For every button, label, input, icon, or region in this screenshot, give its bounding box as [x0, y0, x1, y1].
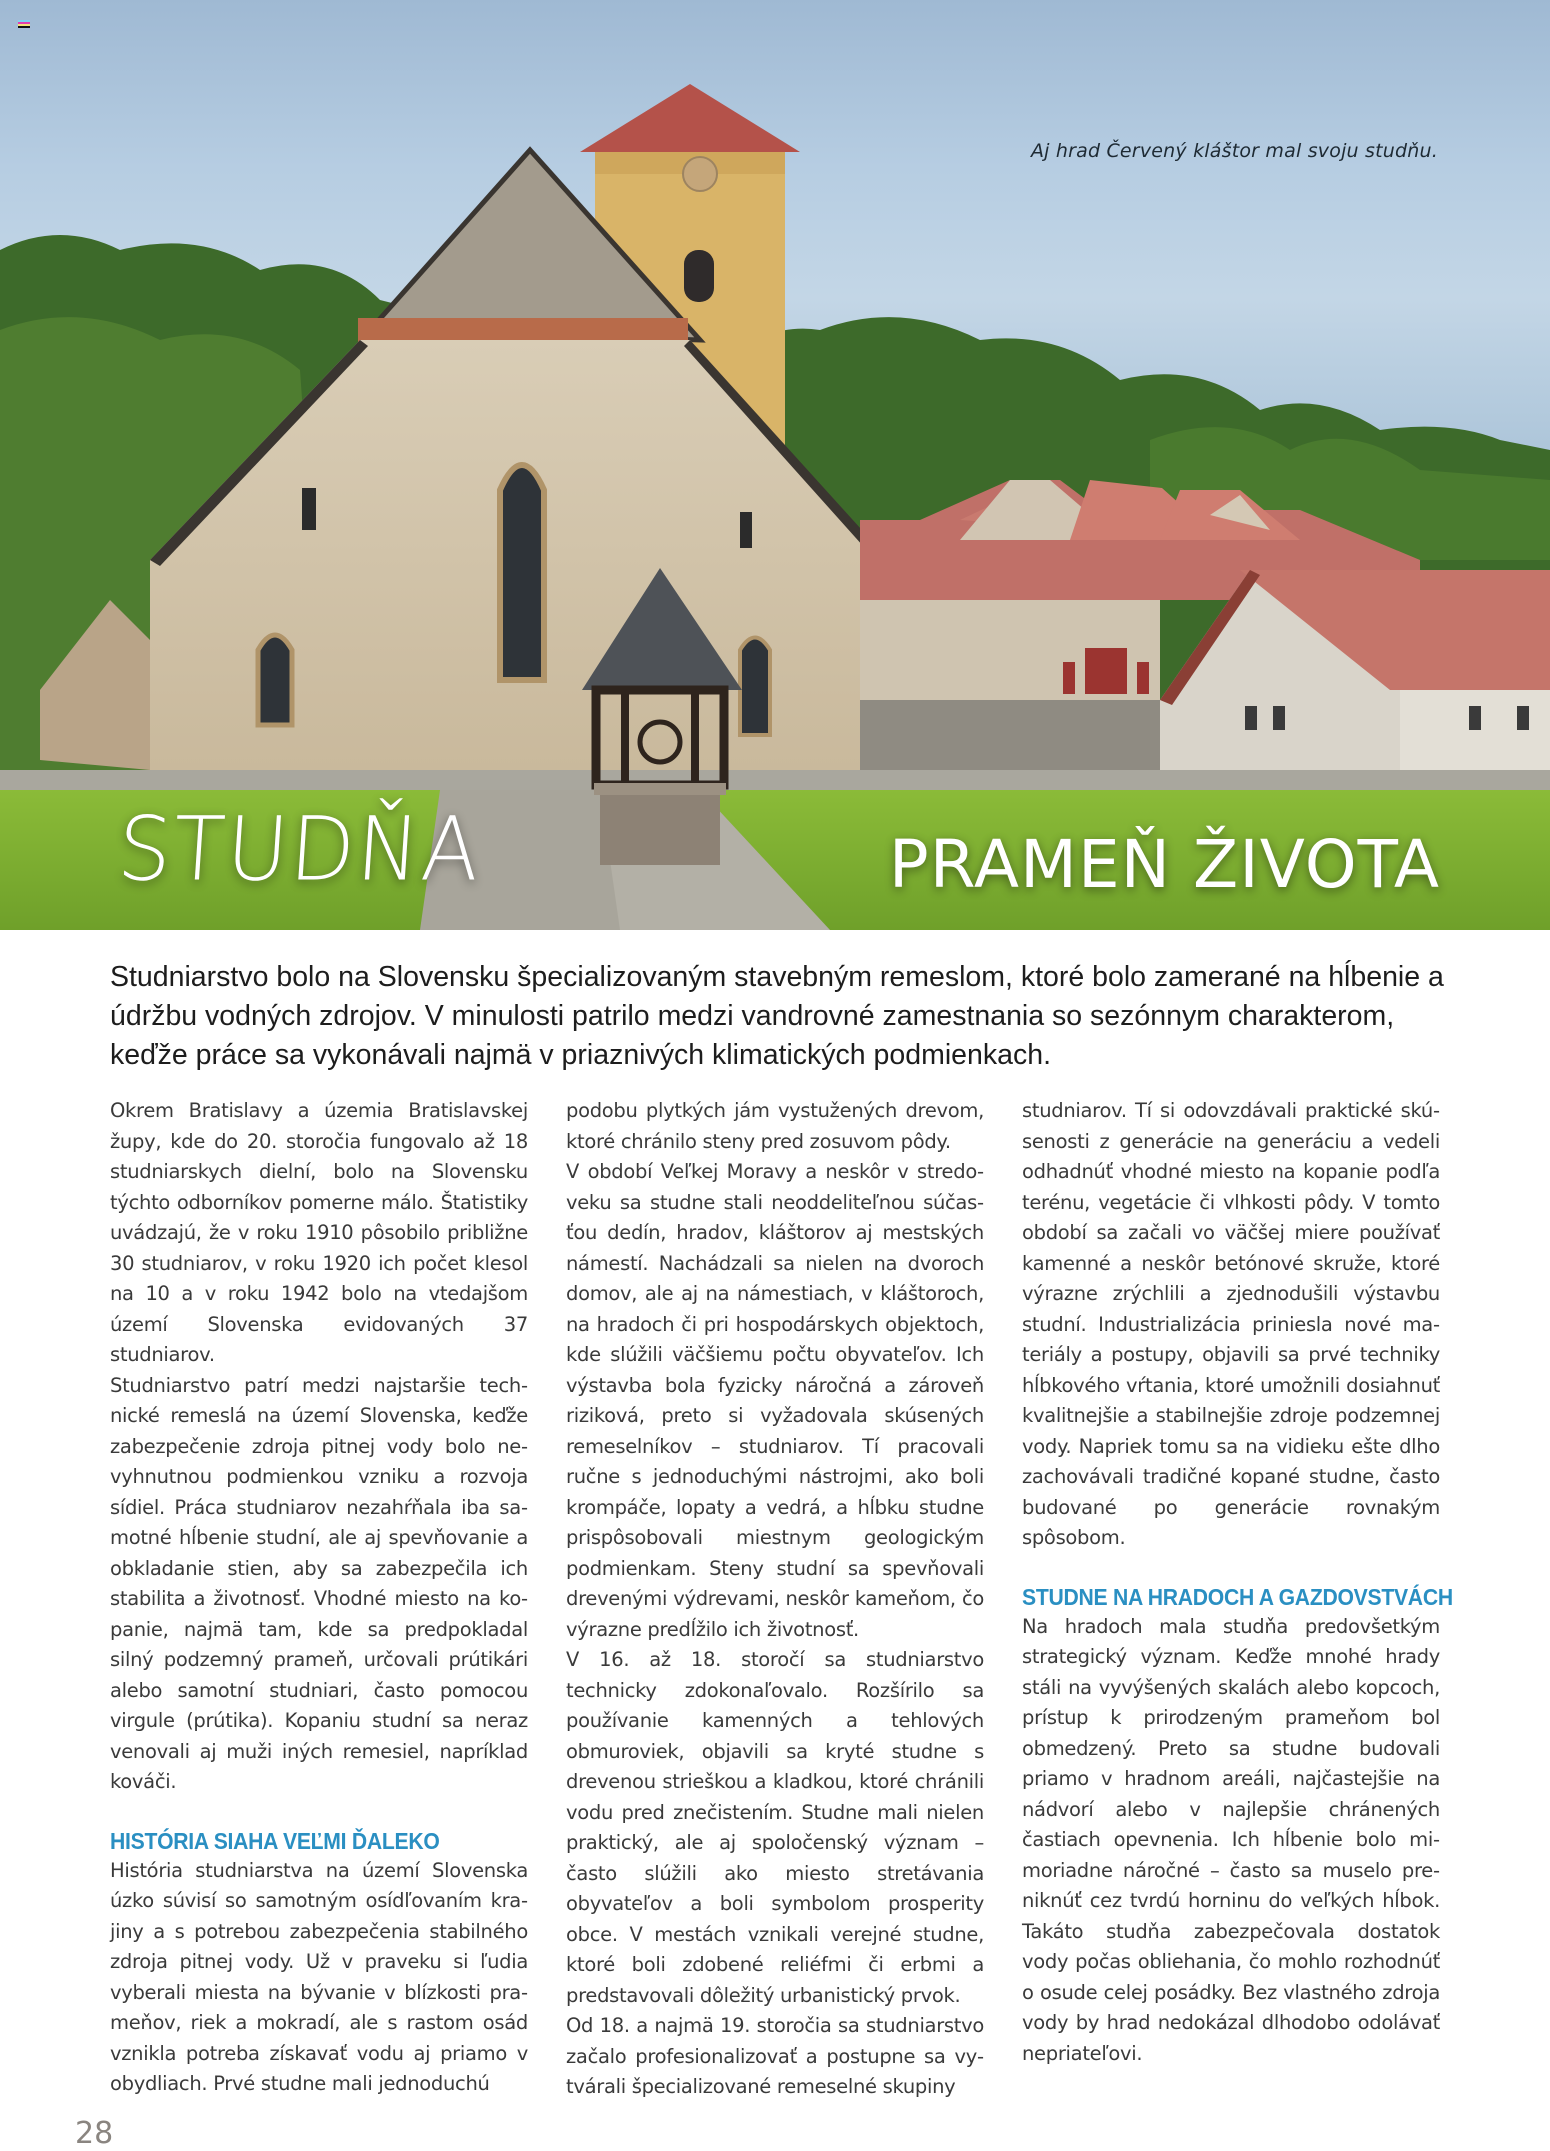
page-number: 28 — [75, 2116, 114, 2151]
paragraph: Okrem Bratislavy a územia Bratislavskej župy, kde do 20. storočia fungovalo až 18 studniarskych dielní, bolo na Slovensku týchto odborníkov pomerne málo. Štatistiky uvádzajú, že v roku 1910 pôsobilo približne 30 studniarov, v roku 1920 ich počet klesol na 10 a v roku 1942 bolo na vtedajšom území Slovenska evidovaných 37 studniarov. — [110, 1099, 528, 1366]
title-pramen-zivota: PRAMEŇ ŽIVOTA — [888, 826, 1440, 903]
paragraph: Studniarstvo patrí medzi najstaršie technické remeslá na území Slovenska, keďže zabezpečenie zdroja pitnej vody bolo nevyhnutnou podmienkou vzniku a rozvoja sídiel. Práca studniarov nezahŕňala iba samotné hĺbenie studní, ale aj spevňovanie a obkladanie stien, aby sa zabezpečila ich stabilita a životnosť. Vhodné miesto na kopanie, najmä tam, kde sa predpokladal silný podzemný prameň, určovali prútikári alebo samotní studniari, často pomocou virgule (prútika). Kopaniu studní sa neraz venovali aj muži iných remesiel, napríklad kováči. — [110, 1373, 528, 1793]
paragraph: Na hradoch mala studňa predovšetkým strategický význam. Keďže mnohé hrady stáli na vyvýšených skalách alebo kopcoch, prístup k prirodzeným prameňom bol obmedzený. Preto sa studne budovali priamo v hradnom areáli, najčastejšie na nádvorí alebo v najlepšie chránených častiach opevnenia. Ich hĺbenie bolo mimoriadne náročné – často sa muselo preniknúť cez tvrdú horninu do veľkých hĺbok. Takáto studňa zabezpečovala dostatok vody počas obliehania, čo mohlo rozhodnúť o osude celej posádky. Bez vlastného zdroja vody by hrad nedokázal dlhodobo odolávať nepriateľovi. — [1022, 1614, 1440, 2065]
hero-photo — [0, 0, 1550, 930]
lead-paragraph: Studniarstvo bolo na Slovensku špecializovaným stavebným remeslom, ktoré bolo zamerané na hĺbenie a údržbu vodných zdrojov. V minulosti patrilo medzi vandrovné zamestnania so sezónnym charakterom, keďže práce sa vykonávali najmä v priaznivých klimatických podmienkach. — [110, 961, 1444, 1071]
print-registration-mark — [18, 20, 30, 30]
paragraph: V období Veľkej Moravy a neskôr v stredoveku sa studne stali neoddeliteľnou súčasťou dedín, hradov, kláštorov aj mestských námestí. Nachádzali sa nielen na dvoroch domov, ale aj na námestiach, v kláštoroch, na hradoch či pri hospodárskych objektoch, kde slúžili väčšiemu počtu obyvateľov. Ich výstavba bola fyzicky náročná a zároveň riziková, preto si vyžadovala skúsených remeselníkov – studniarov. Tí pracovali ručne s jednoduchými nástrojmi, ako boli krompáče, lopaty a vedrá, a hĺbku studne prispôsobovali miestnym geologickým podmienkam. Steny studní sa spevňovali drevenými výdrevami, neskôr kameňom, čo výrazne predĺžilo ich životnosť. — [566, 1160, 984, 1641]
paragraph: V 16. až 18. storočí sa studniarstvo technicky zdokonaľovalo. Rozšírilo sa používanie kamenných a tehlových obmuroviek, objavili sa kryté studne s drevenou strieškou a kladkou, ktoré chránili vodu pred znečistením. Studne mali nielen praktický, ale aj spoločenský význam – často slúžili ako miesto stretávania obyvateľov a boli symbolom prosperity obce. V mestách vznikali verejné studne, ktoré boli zdobené reliéfmi či erbmi a predstavovali dôležitý urbanistický prvok. — [566, 1648, 984, 2007]
paragraph: Od 18. a najmä 19. storočia sa studniarstvo začalo profesionalizovať a postupne sa vytvárali špecializované remeselné skupiny — [566, 2014, 984, 2098]
section-heading: STUDNE NA HRADOCH A GAZDOVSTVÁCH — [1022, 1583, 1453, 1610]
column-1 — [110, 1096, 528, 2103]
photo-caption: Aj hrad Červený kláštor mal svoju studňu. — [1030, 140, 1438, 162]
column-2 — [566, 1096, 984, 2103]
paragraph: podobu plytkých jám vystužených drevom, ktoré chránilo steny pred zosuvom pôdy. — [566, 1099, 984, 1153]
section-heading: HISTÓRIA SIAHA VEĽMI ĎALEKO — [110, 1827, 440, 1854]
article-body — [110, 1096, 1453, 2103]
paragraph: studniarov. Tí si odovzdávali praktické skúsenosti z generácie na generáciu a vedeli odhadnúť vhodné miesto na kopanie podľa terénu, vegetácie či vlhkosti pôdy. V tomto období sa začali vo väčšej miere používať kamenné a neskôr betónové skruže, ktoré výrazne zrýchlili a zjednodušili výstavbu studní. Industrializácia priniesla nové materiály a postupy, objavili sa prvé techniky hĺbkového vŕtania, ktoré umožnili dosiahnuť kvalitnejšie a stabilnejšie zdroje podzemnej vody. Napriek tomu sa na vidieku ešte dlho zachovávali tradičné kopané studne, často budované po generácie rovnakým spôsobom. — [1022, 1099, 1440, 1549]
title-studna: STUDŇA — [114, 797, 485, 901]
paragraph: História studniarstva na území Slovenska úzko súvisí so samotným osídľovaním krajiny a s potrebou zabezpečenia stabilného zdroja pitnej vody. Už v praveku si ľudia vyberali miesta na bývanie v blízkosti prameňov, riek a mokradí, ale s rastom osád vznikla potreba získavať vodu aj priamo v obydliach. Prvé studne mali jednoduchú — [110, 1858, 528, 2095]
column-3 — [1022, 1096, 1453, 2103]
